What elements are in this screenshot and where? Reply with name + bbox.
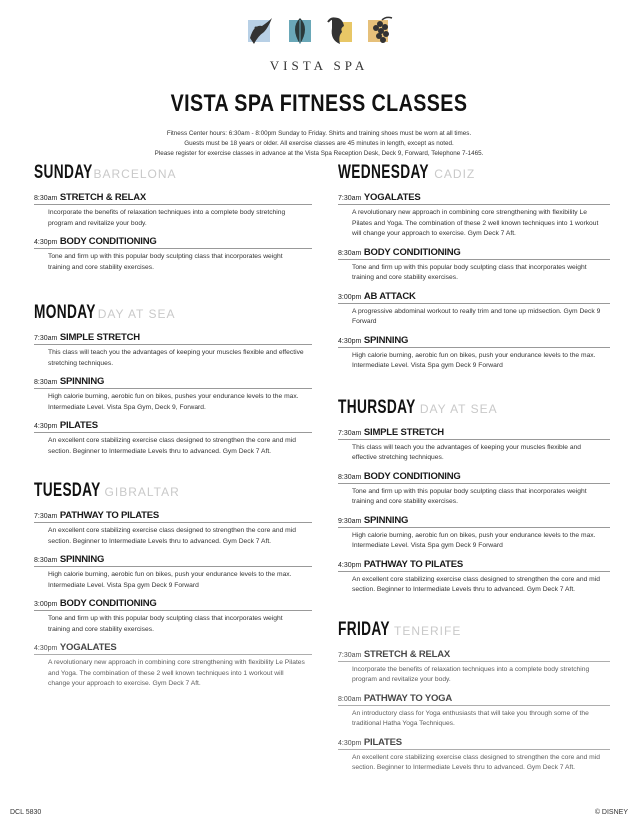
class-time: 7:30am (338, 195, 362, 202)
class-entry (34, 642, 312, 690)
day-port: TENERIFE (393, 623, 462, 638)
intro-line: Please register for exercise classes in advance at the Vista Spa Reception Desk, Deck 9, Forward, Telephone 7-1465. (154, 150, 484, 157)
class-description: High calorie burning, aerobic fun on bikes, push your endurance levels to the max. Intermediate Level. Vista Spa gym Deck 9 Forward (352, 531, 596, 549)
class-entry (34, 554, 312, 591)
class-description: This class will teach you the advantages of keeping your muscles flexible and effective stretching techniques. (352, 443, 581, 461)
class-name: PATHWAY TO YOGA (363, 692, 453, 704)
class-name: PILATES (363, 736, 402, 748)
class-entry (338, 291, 610, 328)
class-description: A revolutionary new approach in combining core strengthening with flexibility Le Pilates and Yoga. The combination of these 2 well known techniques into 1 workout will change your approach to exercise. Gym Deck 7 Aft. (352, 209, 599, 237)
class-name: BODY CONDITIONING (59, 236, 157, 247)
class-name: SPINNING (59, 376, 105, 387)
class-description: A revolutionary new approach in combining core strengthening with flexibility Le Pilates and Yoga. The combination of these 2 well known techniques into 1 workout will change your approach to exercise. Gym Deck 7 Aft. (48, 659, 305, 687)
class-time: 4:30pm (338, 337, 362, 345)
class-name: STRETCH & RELAX (363, 648, 451, 660)
class-description: An introductory class for Yoga enthusiasts that will take you through some of the traditional Hatha Yoga Techniques. (352, 709, 589, 727)
day-port: GIBRALTAR (104, 485, 180, 499)
grapes-icon (366, 14, 394, 48)
class-time: 4:30pm (338, 739, 362, 747)
class-entry (338, 192, 610, 240)
class-name: YOGALATES (363, 192, 421, 203)
class-name: AB ATTACK (363, 290, 416, 302)
day-name: TUESDAY (34, 480, 101, 501)
class-description: This class will teach you the advantages of keeping your muscles flexible and effective stretching techniques. (48, 349, 304, 367)
intro-text (80, 129, 558, 159)
class-time: 4:30pm (34, 645, 58, 652)
day-name: WEDNESDAY (338, 162, 429, 183)
class-time: 8:30am (34, 379, 58, 386)
leaf-icon (286, 14, 314, 48)
class-name: SPINNING (59, 554, 105, 565)
class-entry (338, 693, 610, 730)
day-port: BARCELONA (93, 167, 177, 181)
class-time: 3:00pm (338, 293, 362, 301)
class-description: An excellent core stabilizing exercise class designed to strengthen the core and mid section. Beginner to Intermediate Levels thru to advanced. Gym Deck 7 Aft. (48, 437, 296, 455)
day-name: MONDAY (34, 302, 96, 323)
class-entry (338, 471, 610, 508)
bird-icon (246, 14, 274, 48)
class-entry (34, 510, 312, 547)
intro-line: Fitness Center hours: 6:30am - 8:00pm Sunday to Friday. Shirts and training shoes must be worn at all times. (166, 130, 472, 137)
day-heading (338, 162, 610, 184)
class-entry (338, 427, 610, 464)
class-entry (34, 192, 312, 229)
class-name: SIMPLE STRETCH (363, 426, 444, 438)
class-entry (34, 420, 312, 457)
class-description: Tone and firm up with this popular body sculpting class that incorporates weight training and core stability exercises. (48, 615, 283, 633)
class-name: PATHWAY TO PILATES (363, 558, 464, 570)
class-time: 7:30am (338, 651, 362, 659)
class-time: 8:30am (34, 557, 58, 564)
class-time: 9:30am (338, 517, 362, 525)
logo-icons (240, 14, 400, 52)
class-entry (34, 236, 312, 273)
class-description: An excellent core stabilizing exercise class designed to strengthen the core and mid section. Beginner to Intermediate Levels thru to advanced. Gym Deck 7 Aft. (352, 575, 600, 593)
class-entry (34, 332, 312, 369)
document-code: DCL 5830 (10, 809, 42, 816)
day-port: DAY AT SEA (419, 401, 498, 416)
class-description: Tone and firm up with this popular body sculpting class that incorporates weight training and core stability exercises. (352, 487, 587, 505)
class-description: High calorie burning, aerobic fun on bikes, pushes your endurance levels to the max. Intermediate Level. Vista Spa Gym, Deck 9, Forward. (48, 393, 299, 411)
class-entry (338, 559, 610, 596)
class-entry (34, 376, 312, 413)
day-name: SUNDAY (34, 162, 93, 183)
class-entry (338, 515, 610, 552)
class-description: An excellent core stabilizing exercise class designed to strengthen the core and mid section. Beginner to Intermediate Levels thru to advanced. Gym Deck 7 Aft. (352, 753, 600, 771)
class-time: 7:30am (338, 429, 362, 437)
class-entry (338, 335, 610, 372)
day-heading (34, 480, 312, 502)
day-heading (338, 619, 610, 641)
day-port: CADIZ (434, 167, 476, 181)
class-entry (338, 737, 610, 774)
class-name: SPINNING (363, 514, 409, 526)
class-name: BODY CONDITIONING (59, 598, 157, 609)
intro-line: Guests must be 18 years or older. All exercise classes are 45 minutes in length, except as noted. (184, 140, 454, 147)
class-time: 7:30am (34, 513, 58, 520)
class-entry (34, 598, 312, 635)
day-heading (338, 397, 610, 419)
class-name: SIMPLE STRETCH (59, 332, 140, 343)
class-time: 3:00pm (34, 601, 58, 608)
class-description: Incorporate the benefits of relaxation techniques into a complete body stretching program and revitalize your body. (48, 209, 286, 227)
class-description: A progressive abdominal workout to really trim and tone up midsection. Gym Deck 9 Forward (352, 307, 601, 325)
class-description: High calorie burning, aerobic fun on bikes, push your endurance levels to the max. Intermediate Level. Vista Spa gym Deck 9 Forward (48, 571, 292, 589)
day-heading (34, 302, 312, 324)
face-icon (326, 14, 354, 48)
class-time: 4:30pm (338, 561, 362, 569)
day-name: FRIDAY (338, 618, 390, 640)
copyright: © DISNEY (594, 809, 628, 816)
class-time: 8:00am (338, 695, 362, 703)
class-name: PATHWAY TO PILATES (59, 510, 160, 521)
class-time: 7:30am (34, 335, 58, 342)
class-name: SPINNING (363, 334, 409, 346)
day-heading (34, 162, 312, 184)
day-name: THURSDAY (338, 396, 416, 418)
right-column (338, 162, 610, 781)
class-time: 8:30am (338, 249, 362, 257)
class-time: 8:30am (34, 195, 58, 202)
class-description: An excellent core stabilizing exercise class designed to strengthen the core and mid section. Beginner to Intermediate Levels thru to advanced. Gym Deck 7 Aft. (48, 527, 296, 545)
left-column (34, 162, 312, 697)
class-entry (338, 649, 610, 686)
class-description: Incorporate the benefits of relaxation techniques into a complete body stretching program and revitalize your body. (352, 665, 590, 683)
page-title: VISTA SPA FITNESS CLASSES (170, 90, 468, 117)
class-name: PILATES (59, 420, 98, 431)
class-name: YOGALATES (59, 642, 117, 653)
class-description: Tone and firm up with this popular body sculpting class that incorporates weight training and core stability exercises. (352, 263, 587, 281)
class-name: BODY CONDITIONING (363, 470, 461, 482)
class-time: 8:30am (338, 473, 362, 481)
day-port: DAY AT SEA (97, 307, 176, 321)
class-time: 4:30pm (34, 423, 58, 430)
class-name: BODY CONDITIONING (363, 246, 461, 258)
class-entry (338, 247, 610, 284)
class-description: High calorie burning, aerobic fun on bikes, push your endurance levels to the max. Intermediate Level. Vista Spa gym Deck 9 Forward (352, 351, 596, 369)
class-name: STRETCH & RELAX (59, 192, 147, 203)
class-time: 4:30pm (34, 239, 58, 246)
brand-name: VISTA SPA (269, 58, 369, 73)
class-description: Tone and firm up with this popular body sculpting class that incorporates weight training and core stability exercises. (48, 253, 283, 271)
